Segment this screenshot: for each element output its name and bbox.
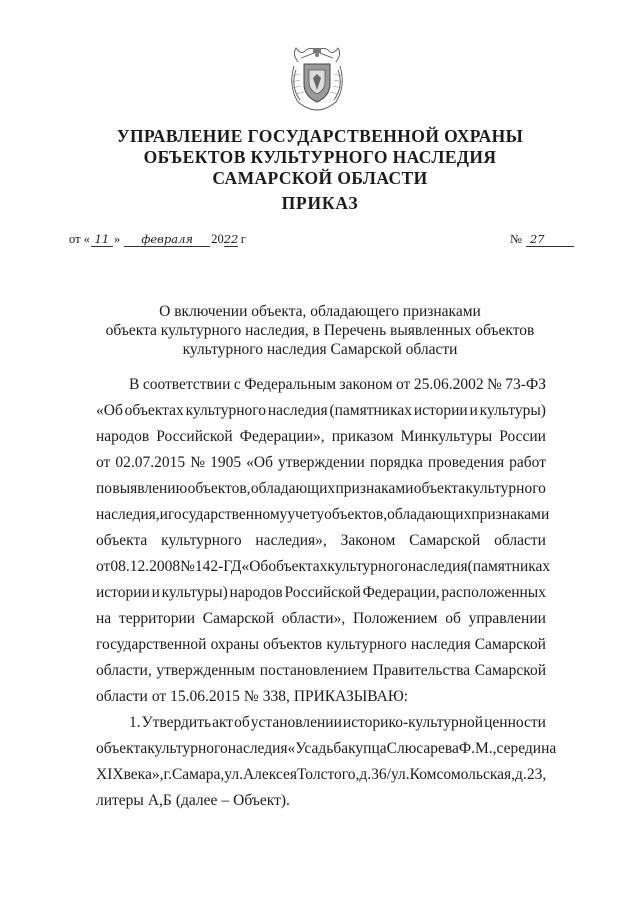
body-word: 1905 [210,454,242,471]
body-word: 73-ФЗ [505,376,546,393]
body-word: Слюсарева [386,740,459,757]
body-word: № [487,376,502,393]
body-line [96,476,546,502]
body-word: от [151,688,167,705]
body-line [96,372,546,398]
body-word: № [243,688,259,705]
date-month-handwritten: февраля [124,232,210,247]
body-word: (далее [175,792,218,809]
body-word: 1. [129,714,141,731]
body-word: «Усадьба [287,740,349,757]
body-word: от [396,376,411,393]
body-word: (памятниках [329,402,413,419]
body-word: и [151,584,160,601]
body-word: культурного [161,532,242,549]
subject-line: О включении объекта, обладающего признаками [159,303,481,320]
body-word: Правительства [372,662,471,679]
body-word: народов [229,584,283,601]
body-word: Федерации, [362,584,440,601]
body-word: России [499,428,546,445]
body-word: века», [123,766,164,783]
body-word: 23, [526,766,547,783]
body-word: В [129,376,140,393]
body-word: Самарской [474,636,546,653]
body-word: области [96,688,148,705]
body-word: утверждении [278,454,365,471]
body-word: соответствии [142,376,231,393]
body-word: акт [212,714,234,731]
body-word: ПРИКАЗЫВАЮ: [293,688,409,705]
body-word: наследия [267,402,328,419]
body-line [96,632,546,658]
body-word: середина [496,740,557,757]
body-word: наследия», [255,532,327,549]
body-word: об [445,610,461,627]
body-word: объектах [124,402,184,419]
body-line [96,450,546,476]
body-word: 36/ул. [371,766,410,783]
organization-title-line: САМАРСКОЙ ОБЛАСТИ [212,168,428,188]
body-word: расположенных [441,584,546,601]
body-word: культурного [465,480,546,497]
body-word: управлении [468,610,546,627]
body-word: историко-культурной [342,714,484,731]
body-line [96,502,550,528]
body-line [96,580,546,606]
body-word: законом [339,376,393,393]
body-line [96,424,546,450]
body-word: учету [287,506,325,523]
body-word: истории [96,584,150,601]
body-line [96,710,546,736]
body-word: «Об [96,402,123,419]
body-word: Самарской [202,610,275,627]
subject-line: культурного наследия Самарской области [182,341,458,358]
body-word: по [96,480,113,497]
body-word: объекта [413,480,466,497]
body-word: культурного [327,558,408,575]
body-word: наследия [410,636,471,653]
subject-line: объекта культурного наследия, в Перечень выявленных объектов [105,322,535,339]
body-word: культурного [185,402,267,419]
body-word: Алексея [242,766,297,783]
body-word: д. [359,766,372,783]
body-word: области [494,532,546,549]
body-line [96,762,546,788]
body-word: ул. [224,766,243,783]
body-word: 338, [262,688,290,705]
body-word: объектов, [187,480,251,497]
date-year-unit: г [240,232,246,246]
number-handwritten: 27 [526,232,574,247]
coat-of-arms-emblem-icon [286,46,348,112]
order-number [510,232,575,247]
body-word: наследия [227,740,288,757]
body-line [96,658,546,684]
body-line [96,528,546,554]
body-word: территории [118,610,196,627]
body-word: (памятниках [467,558,551,575]
body-word: обладающих [250,480,336,497]
body-line [96,554,551,580]
body-word: постановлением [259,662,368,679]
body-word: признаками [471,506,550,523]
body-line [96,684,546,710]
body-word: объектов [263,636,323,653]
body-word: – [221,792,230,809]
body-word: «Об [246,454,273,471]
body-word: государственной [96,636,207,653]
body-word: порядка [369,454,423,471]
body-word: наследия, [96,506,160,523]
body-word: г. [163,766,172,783]
body-word: Утвердить [141,714,212,731]
organization-title-line: ОБЪЕКТОВ КУЛЬТУРНОГО НАСЛЕДИЯ [143,147,497,167]
body-word: купца [348,740,387,757]
body-word: народов [96,428,150,445]
body-word: проведения [427,454,505,471]
body-word: Комсомольская, [409,766,516,783]
body-line [96,606,546,632]
body-word: с [233,376,241,393]
body-word: № [190,454,205,471]
number-label: № [510,232,522,246]
date-mid: » [113,232,121,246]
order-body-text [96,372,557,814]
body-word: работ [509,454,546,471]
body-word: А,Б [147,792,172,809]
body-word: государственному [167,506,288,523]
date-year-prefix: 20 [211,232,224,246]
organization-title [60,126,580,189]
body-word: 02.07.2015 [115,454,186,471]
body-word: установлении [250,714,342,731]
body-line [96,788,546,814]
date-day-handwritten: 11 [91,232,113,247]
body-word: Толстого, [297,766,360,783]
body-word: объекта [96,532,148,549]
body-word: и [159,506,168,523]
body-word: Самарской [409,532,481,549]
body-word: от [96,454,111,471]
body-word: признаками [335,480,414,497]
document-type-title: ПРИКАЗ [281,193,359,213]
body-word: Минкультуры [400,428,493,445]
date-prefix: от « [69,232,90,246]
body-word: Самарской [474,662,546,679]
body-word: области», [281,610,346,627]
body-word: утвержденным [156,662,256,679]
body-word: культуры) [479,402,546,419]
organization-title-line: УПРАВЛЕНИЕ ГОСУДАРСТВЕННОЙ ОХРАНЫ [116,126,524,146]
body-word: литеры [96,792,144,809]
body-word: Объект). [233,792,290,809]
body-word: 08.12.2008 [110,558,181,575]
body-word: обладающих [387,506,472,523]
body-word: приказом [331,428,394,445]
body-word: Федерации», [239,428,325,445]
body-word: Российской [156,428,233,445]
body-word: Ф.М., [458,740,497,757]
body-line [96,736,557,762]
body-word: 15.06.2015 [170,688,240,705]
body-word: наследия [407,558,468,575]
body-word: 142-ГД [194,558,242,575]
body-word: культурного [326,636,407,653]
body-line [96,398,546,424]
body-word: Самара, [171,766,225,783]
body-word: д. [515,766,527,783]
body-word: выявлению [112,480,188,497]
body-word: объекта [96,740,148,757]
body-word: и [469,402,478,419]
body-word: от [96,558,111,575]
body-word: культуры) [161,584,228,601]
order-subject [70,302,570,359]
body-word: Федеральным [244,376,337,393]
order-date [69,232,246,247]
body-word: охраны [210,636,260,653]
body-word: культурного [147,740,228,757]
body-word: на [96,610,112,627]
body-word: Положением [352,610,438,627]
body-word: области, [96,662,152,679]
date-year-suffix-handwritten: 22 [223,232,239,246]
body-word: «Об [241,558,269,575]
body-word: ценности [484,714,546,731]
body-word: объектах [268,558,328,575]
body-word: Российской [284,584,361,601]
body-word: XIX [96,766,124,783]
body-word: об [234,714,250,731]
body-word: Законом [340,532,396,549]
body-word: истории [413,402,468,419]
body-word: объектов, [324,506,388,523]
body-word: № [180,558,195,575]
body-word: 25.06.2002 [413,376,484,393]
